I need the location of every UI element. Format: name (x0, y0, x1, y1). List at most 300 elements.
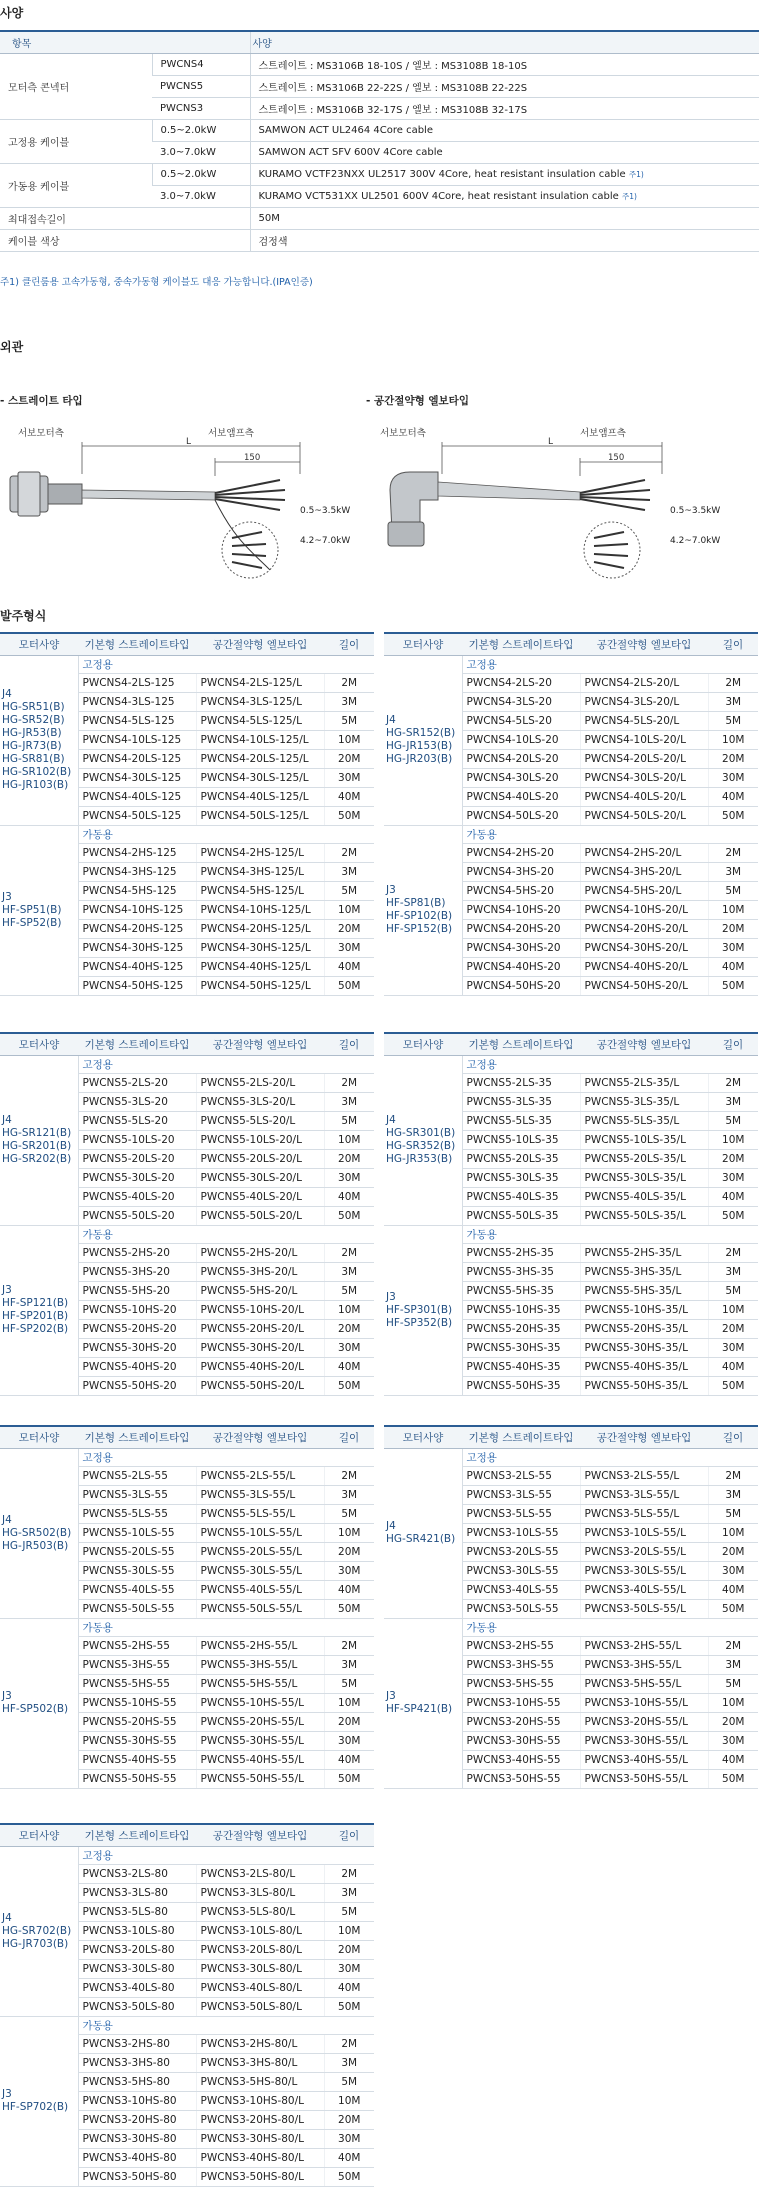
straight-part-number: PWCNS4-10HS-125 (78, 901, 196, 920)
cable-length: 3M (324, 2054, 374, 2073)
motor-model: HF-SP152(B) (386, 923, 453, 936)
order-table (384, 1425, 758, 1789)
elbow-part-number: PWCNS5-10HS-20/L (196, 1301, 324, 1320)
elbow-part-number: PWCNS5-50LS-20/L (196, 1206, 324, 1225)
elbow-part-number: PWCNS5-20LS-35/L (580, 1149, 708, 1168)
cable-length: 40M (324, 957, 374, 976)
header-straight: 기본형 스트레이트타입 (78, 633, 196, 655)
motor-spec (0, 1618, 78, 1788)
cable-length: 20M (324, 2110, 374, 2129)
elbow-part-number: PWCNS4-50HS-20/L (580, 976, 708, 995)
cable-length: 3M (708, 693, 758, 712)
elbow-part-number: PWCNS4-10HS-125/L (196, 901, 324, 920)
group-row (0, 2016, 374, 2035)
motor-model: HG-JR703(B) (2, 1937, 69, 1950)
motor-model: HG-JR153(B) (386, 740, 453, 752)
group-label: 고정용 (462, 1055, 758, 1074)
straight-part-number: PWCNS5-10HS-35 (462, 1301, 580, 1320)
straight-part-number: PWCNS3-5HS-80 (78, 2073, 196, 2092)
elbow-part-number: PWCNS4-40HS-125/L (196, 957, 324, 976)
cable-length: 50M (708, 1599, 758, 1618)
motor-spec (0, 1448, 78, 1618)
spec-note: 주1) 클린룸용 고속가동형, 중속가동형 케이블도 대응 가능합니다.(IPA인증) (0, 277, 313, 288)
elbow-part-number: PWCNS5-50HS-35/L (580, 1376, 708, 1395)
spec-model: 0.5~2.0kW (152, 119, 250, 141)
elbow-part-number: PWCNS3-50LS-55/L (580, 1599, 708, 1618)
straight-part-number: PWCNS5-2LS-20 (78, 1074, 196, 1093)
cable-length: 50M (708, 1769, 758, 1788)
straight-part-number: PWCNS5-40HS-35 (462, 1357, 580, 1376)
header-straight: 기본형 스트레이트타입 (78, 1824, 196, 1846)
elbow-part-number: PWCNS3-5HS-80/L (196, 2073, 324, 2092)
elbow-part-number: PWCNS4-40LS-125/L (196, 787, 324, 806)
group-label: 가동용 (462, 1618, 758, 1637)
cable-length: 30M (324, 1338, 374, 1357)
cable-length: 10M (324, 1131, 374, 1150)
straight-part-number: PWCNS5-20LS-55 (78, 1542, 196, 1561)
cable-length: 5M (324, 882, 374, 901)
cable-length: 50M (708, 806, 758, 825)
motor-spec (0, 1055, 78, 1225)
cable-length: 20M (324, 749, 374, 768)
elbow-part-number: PWCNS5-10LS-35/L (580, 1131, 708, 1150)
cable-length: 2M (324, 1637, 374, 1656)
straight-part-number: PWCNS4-5LS-20 (462, 712, 580, 731)
elbow-part-number: PWCNS3-30HS-55/L (580, 1731, 708, 1750)
straight-part-number: PWCNS5-10LS-55 (78, 1524, 196, 1543)
motor-spec (384, 1055, 462, 1225)
spec-value: 검정색 (250, 229, 759, 251)
spec-value (250, 163, 759, 185)
straight-part-number: PWCNS5-3HS-55 (78, 1656, 196, 1675)
cable-length: 30M (324, 1168, 374, 1187)
straight-part-number: PWCNS4-5LS-125 (78, 712, 196, 731)
group-row (0, 655, 374, 674)
cable-length: 20M (708, 919, 758, 938)
group-label: 가동용 (78, 1225, 374, 1244)
straight-part-number: PWCNS5-3HS-35 (462, 1263, 580, 1282)
straight-part-number: PWCNS5-30HS-55 (78, 1731, 196, 1750)
header-elbow: 공간절약형 엘보타입 (196, 1824, 324, 1846)
cable-length: 10M (708, 1301, 758, 1320)
straight-part-number: PWCNS5-40LS-55 (78, 1580, 196, 1599)
straight-part-number: PWCNS5-5HS-20 (78, 1282, 196, 1301)
motor-model: J3 (2, 1284, 12, 1297)
group-row (0, 1055, 374, 1074)
group-row (384, 1448, 758, 1467)
cable-length: 30M (324, 1959, 374, 1978)
elbow-part-number: PWCNS3-30LS-55/L (580, 1561, 708, 1580)
header-straight: 기본형 스트레이트타입 (462, 633, 580, 655)
cable-length: 30M (708, 1561, 758, 1580)
elbow-part-number: PWCNS3-10HS-55/L (580, 1694, 708, 1713)
motor-model: J4 (386, 1520, 396, 1532)
motor-model: HF-SP102(B) (386, 910, 453, 923)
cable-length: 2M (708, 674, 758, 693)
cable-length: 20M (708, 1712, 758, 1731)
group-label: 고정용 (462, 1448, 758, 1467)
header-length: 길이 (324, 1426, 374, 1448)
cable-length: 10M (708, 1524, 758, 1543)
elbow-part-number: PWCNS5-20LS-55/L (196, 1542, 324, 1561)
elbow-part-number: PWCNS4-30LS-20/L (580, 768, 708, 787)
cable-length: 30M (708, 938, 758, 957)
header-motor: 모터사양 (384, 1033, 462, 1055)
group-label: 가동용 (462, 825, 758, 844)
motor-model: HF-SP201(B) (2, 1310, 69, 1323)
group-label: 가동용 (462, 1225, 758, 1244)
header-length: 길이 (324, 633, 374, 655)
elbow-part-number: PWCNS5-30HS-55/L (196, 1731, 324, 1750)
cable-length: 3M (708, 1486, 758, 1505)
straight-part-number: PWCNS4-10LS-20 (462, 731, 580, 750)
elbow-part-number: PWCNS3-3HS-80/L (196, 2054, 324, 2073)
motor-model: HG-SR201(B) (2, 1140, 72, 1152)
elbow-part-number: PWCNS5-40HS-20/L (196, 1357, 324, 1376)
cable-length: 10M (324, 1922, 374, 1941)
elbow-part-number: PWCNS5-40HS-35/L (580, 1357, 708, 1376)
motor-spec (0, 2016, 78, 2186)
elbow-part-number: PWCNS3-20LS-80/L (196, 1940, 324, 1959)
spec-label: 가동용 케이블 (0, 163, 152, 207)
spec-label: 케이블 색상 (0, 229, 250, 251)
motor-model: HG-SR702(B) (2, 1924, 72, 1937)
order-header-row (384, 633, 758, 655)
cable-length: 2M (324, 1865, 374, 1884)
spec-header-spec: 사양 (250, 31, 759, 53)
elbow-part-number: PWCNS4-5HS-125/L (196, 882, 324, 901)
cable-length: 2M (324, 1244, 374, 1263)
cable-length: 3M (324, 1093, 374, 1112)
cable-length: 40M (708, 787, 758, 806)
elbow-part-number: PWCNS5-50LS-55/L (196, 1599, 324, 1618)
header-motor: 모터사양 (0, 1033, 78, 1055)
spec-model: 0.5~2.0kW (152, 163, 250, 185)
motor-model: HG-SR51(B) (2, 701, 65, 713)
elbow-part-number: PWCNS5-3LS-20/L (196, 1093, 324, 1112)
straight-part-number: PWCNS3-2HS-80 (78, 2035, 196, 2054)
motor-spec (0, 1225, 78, 1395)
elbow-part-number: PWCNS4-5LS-125/L (196, 712, 324, 731)
motor-model: J4 (2, 1513, 12, 1526)
straight-part-number: PWCNS5-30HS-20 (78, 1338, 196, 1357)
elbow-part-number: PWCNS5-50HS-55/L (196, 1769, 324, 1788)
elbow-part-number: PWCNS4-30HS-125/L (196, 938, 324, 957)
cable-length: 2M (324, 2035, 374, 2054)
straight-part-number: PWCNS4-40HS-125 (78, 957, 196, 976)
spec-header-row (0, 31, 759, 53)
straight-part-number: PWCNS5-5HS-55 (78, 1675, 196, 1694)
cable-length: 10M (324, 1524, 374, 1543)
power-range-2: 4.2~7.0kW (670, 536, 721, 546)
elbow-part-number: PWCNS3-30HS-80/L (196, 2129, 324, 2148)
motor-model: HG-SR502(B) (2, 1526, 72, 1539)
elbow-part-number: PWCNS3-3HS-55/L (580, 1656, 708, 1675)
cable-length: 3M (708, 863, 758, 882)
header-motor: 모터사양 (0, 1426, 78, 1448)
spec-model: PWCNS5 (152, 75, 250, 97)
order-header-row (0, 1426, 374, 1448)
header-elbow: 공간절약형 엘보타입 (196, 1033, 324, 1055)
straight-part-number: PWCNS5-50LS-20 (78, 1206, 196, 1225)
cable-length: 2M (324, 674, 374, 693)
straight-part-number: PWCNS3-50LS-80 (78, 1997, 196, 2016)
cable-length: 20M (708, 749, 758, 768)
straight-part-number: PWCNS3-2LS-55 (462, 1467, 580, 1486)
straight-part-number: PWCNS5-5LS-20 (78, 1112, 196, 1131)
header-elbow: 공간절약형 엘보타입 (580, 1033, 708, 1055)
header-length: 길이 (708, 633, 758, 655)
cable-wires (580, 480, 650, 510)
cable-length: 3M (708, 1093, 758, 1112)
header-elbow: 공간절약형 엘보타입 (580, 1426, 708, 1448)
cable-length: 2M (324, 1467, 374, 1486)
motor-model: J3 (386, 1290, 396, 1303)
straight-part-number: PWCNS4-3LS-20 (462, 693, 580, 712)
straight-part-number: PWCNS3-40LS-80 (78, 1978, 196, 1997)
straight-part-number: PWCNS5-5HS-35 (462, 1282, 580, 1301)
cable-length: 40M (324, 1978, 374, 1997)
cable-length: 30M (708, 1731, 758, 1750)
cable-length: 20M (708, 1542, 758, 1561)
header-length: 길이 (708, 1426, 758, 1448)
elbow-part-number: PWCNS4-20HS-125/L (196, 919, 324, 938)
straight-part-number: PWCNS5-20LS-35 (462, 1149, 580, 1168)
elbow-part-number: PWCNS4-20LS-20/L (580, 749, 708, 768)
elbow-part-number: PWCNS4-10LS-125/L (196, 731, 324, 750)
motor-model: HF-SP81(B) (386, 897, 446, 910)
motor-spec (0, 655, 78, 825)
straight-part-number: PWCNS3-10LS-80 (78, 1922, 196, 1941)
cable-length: 30M (324, 2129, 374, 2148)
elbow-part-number: PWCNS5-2HS-20/L (196, 1244, 324, 1263)
cable-length: 3M (324, 693, 374, 712)
motor-model: HG-SR81(B) (2, 753, 65, 765)
spec-label: 최대접속길이 (0, 207, 250, 229)
elbow-cable-drawing (380, 420, 759, 590)
length-label: L (186, 437, 192, 447)
cable-length: 10M (708, 1694, 758, 1713)
spec-section-title: 사양 (0, 6, 24, 20)
motor-model: HF-SP502(B) (2, 1703, 69, 1716)
cable-length: 20M (324, 919, 374, 938)
motor-model: HF-SP702(B) (2, 2101, 69, 2114)
cable-length: 5M (324, 1505, 374, 1524)
motor-model: HG-SR202(B) (2, 1153, 72, 1165)
straight-part-number: PWCNS3-50LS-55 (462, 1599, 580, 1618)
elbow-part-number: PWCNS5-30LS-20/L (196, 1168, 324, 1187)
straight-part-number: PWCNS4-20HS-125 (78, 919, 196, 938)
motor-side-label: 서보모터측 (18, 428, 64, 439)
group-row (384, 655, 758, 674)
motor-model: HG-JR53(B) (2, 727, 62, 739)
order-header-row (0, 633, 374, 655)
header-straight: 기본형 스트레이트타입 (462, 1426, 580, 1448)
elbow-part-number: PWCNS5-2LS-55/L (196, 1467, 324, 1486)
straight-part-number: PWCNS5-30HS-35 (462, 1338, 580, 1357)
elbow-part-number: PWCNS5-40HS-55/L (196, 1750, 324, 1769)
elbow-part-number: PWCNS5-5LS-20/L (196, 1112, 324, 1131)
motor-spec (384, 1448, 462, 1618)
elbow-part-number: PWCNS4-40HS-20/L (580, 957, 708, 976)
motor-model: J3 (2, 1690, 12, 1703)
straight-part-number: PWCNS3-40HS-80 (78, 2148, 196, 2167)
cable-length: 10M (324, 2092, 374, 2111)
straight-part-number: PWCNS3-40HS-55 (462, 1750, 580, 1769)
straight-part-number: PWCNS3-30LS-55 (462, 1561, 580, 1580)
cable-length: 2M (708, 1637, 758, 1656)
straight-part-number: PWCNS4-2HS-125 (78, 844, 196, 863)
cable-length: 20M (324, 1712, 374, 1731)
cable-length: 3M (324, 1486, 374, 1505)
motor-model: HG-SR102(B) (2, 766, 72, 778)
order-header-row (0, 1824, 374, 1846)
group-label: 고정용 (462, 655, 758, 674)
elbow-part-number: PWCNS5-3LS-35/L (580, 1093, 708, 1112)
cable-length: 40M (324, 1187, 374, 1206)
motor-model: HG-SR301(B) (386, 1127, 456, 1139)
straight-part-number: PWCNS4-2HS-20 (462, 844, 580, 863)
group-row (384, 1055, 758, 1074)
elbow-part-number: PWCNS3-30LS-80/L (196, 1959, 324, 1978)
straight-part-number: PWCNS4-40LS-125 (78, 787, 196, 806)
cable-length: 30M (708, 1338, 758, 1357)
spec-value-text: KURAMO VCT531XX UL2501 600V 4Core, heat resistant insulation cable (258, 190, 619, 202)
cable-length: 2M (708, 1074, 758, 1093)
elbow-part-number: PWCNS3-2LS-80/L (196, 1865, 324, 1884)
cable-length: 5M (324, 1282, 374, 1301)
elbow-part-number: PWCNS5-5LS-55/L (196, 1505, 324, 1524)
elbow-part-number: PWCNS5-5HS-20/L (196, 1282, 324, 1301)
cable-length: 10M (324, 901, 374, 920)
cable-length: 40M (324, 1580, 374, 1599)
elbow-part-number: PWCNS5-20HS-20/L (196, 1319, 324, 1338)
cable-length: 3M (708, 1656, 758, 1675)
group-label: 고정용 (78, 1448, 374, 1467)
straight-part-number: PWCNS4-30LS-125 (78, 768, 196, 787)
straight-part-number: PWCNS5-20HS-35 (462, 1319, 580, 1338)
elbow-part-number: PWCNS5-3HS-35/L (580, 1263, 708, 1282)
header-straight: 기본형 스트레이트타입 (78, 1426, 196, 1448)
motor-model: J4 (2, 1114, 12, 1126)
straight-part-number: PWCNS4-2LS-20 (462, 674, 580, 693)
straight-part-number: PWCNS4-50LS-20 (462, 806, 580, 825)
cable-length: 30M (324, 768, 374, 787)
elbow-part-number: PWCNS5-40LS-20/L (196, 1187, 324, 1206)
group-label: 고정용 (78, 655, 374, 674)
header-motor: 모터사양 (0, 1824, 78, 1846)
straight-part-number: PWCNS5-50LS-55 (78, 1599, 196, 1618)
straight-part-number: PWCNS3-10HS-55 (462, 1694, 580, 1713)
elbow-part-number: PWCNS5-3HS-55/L (196, 1656, 324, 1675)
elbow-part-number: PWCNS5-10HS-35/L (580, 1301, 708, 1320)
cable-length: 30M (708, 1168, 758, 1187)
straight-part-number: PWCNS3-10HS-80 (78, 2092, 196, 2111)
straight-part-number: PWCNS5-40HS-55 (78, 1750, 196, 1769)
straight-part-number: PWCNS4-30HS-125 (78, 938, 196, 957)
straight-part-number: PWCNS5-3HS-20 (78, 1263, 196, 1282)
spec-model: 3.0~7.0kW (152, 141, 250, 163)
straight-part-number: PWCNS5-50LS-35 (462, 1206, 580, 1225)
straight-part-number: PWCNS5-10HS-20 (78, 1301, 196, 1320)
straight-type-label: - 스트레이트 타입 (0, 395, 83, 407)
elbow-part-number: PWCNS5-50LS-35/L (580, 1206, 708, 1225)
spec-value: SAMWON ACT UL2464 4Core cable (250, 119, 759, 141)
cable-length: 30M (324, 938, 374, 957)
elbow-part-number: PWCNS3-3LS-80/L (196, 1884, 324, 1903)
straight-part-number: PWCNS5-40HS-20 (78, 1357, 196, 1376)
cable-length: 40M (708, 1187, 758, 1206)
straight-part-number: PWCNS3-30LS-80 (78, 1959, 196, 1978)
elbow-part-number: PWCNS5-2LS-35/L (580, 1074, 708, 1093)
power-range-1: 0.5~3.5kW (300, 506, 351, 516)
straight-part-number: PWCNS5-2HS-55 (78, 1637, 196, 1656)
motor-model: J4 (2, 1911, 12, 1924)
straight-part-number: PWCNS5-3LS-35 (462, 1093, 580, 1112)
spec-row (0, 53, 759, 75)
spec-value: SAMWON ACT SFV 600V 4Core cable (250, 141, 759, 163)
elbow-connector-base (388, 522, 424, 546)
elbow-part-number: PWCNS4-2LS-20/L (580, 674, 708, 693)
elbow-part-number: PWCNS5-3HS-20/L (196, 1263, 324, 1282)
spec-value (250, 185, 759, 207)
straight-part-number: PWCNS4-5HS-20 (462, 882, 580, 901)
spec-header-item: 항목 (0, 31, 250, 53)
cable-length: 20M (324, 1940, 374, 1959)
elbow-part-number: PWCNS5-5LS-35/L (580, 1112, 708, 1131)
elbow-part-number: PWCNS5-30HS-20/L (196, 1338, 324, 1357)
straight-part-number: PWCNS5-50HS-55 (78, 1769, 196, 1788)
spec-model: 3.0~7.0kW (152, 185, 250, 207)
straight-part-number: PWCNS5-10LS-35 (462, 1131, 580, 1150)
spec-table (0, 30, 759, 252)
header-length: 길이 (324, 1824, 374, 1846)
cable-length: 50M (324, 976, 374, 995)
straight-part-number: PWCNS4-50HS-20 (462, 976, 580, 995)
straight-part-number: PWCNS5-3LS-55 (78, 1486, 196, 1505)
cable-length: 10M (708, 901, 758, 920)
cable-length: 20M (324, 1149, 374, 1168)
group-row (384, 825, 758, 844)
straight-part-number: PWCNS5-3LS-20 (78, 1093, 196, 1112)
elbow-part-number: PWCNS4-5LS-20/L (580, 712, 708, 731)
elbow-part-number: PWCNS5-30HS-35/L (580, 1338, 708, 1357)
note-reference: 주1) (622, 191, 637, 201)
straight-part-number: PWCNS5-40LS-35 (462, 1187, 580, 1206)
connector-clamp (48, 484, 82, 504)
cable-length: 5M (708, 1112, 758, 1131)
cable-length: 40M (708, 1750, 758, 1769)
straight-part-number: PWCNS5-30LS-20 (78, 1168, 196, 1187)
order-header-row (384, 1033, 758, 1055)
straight-part-number: PWCNS4-30HS-20 (462, 938, 580, 957)
straight-part-number: PWCNS5-10LS-20 (78, 1131, 196, 1150)
elbow-part-number: PWCNS4-2HS-20/L (580, 844, 708, 863)
elbow-part-number: PWCNS3-40LS-55/L (580, 1580, 708, 1599)
dimension-label: 150 (244, 453, 261, 463)
motor-model: HF-SP202(B) (2, 1323, 69, 1336)
order-table (0, 1425, 374, 1789)
cable-length: 3M (324, 1884, 374, 1903)
spec-row (0, 119, 759, 141)
straight-part-number: PWCNS4-10HS-20 (462, 901, 580, 920)
group-label: 고정용 (78, 1846, 374, 1865)
cable-length: 50M (324, 1599, 374, 1618)
cable-length: 2M (708, 844, 758, 863)
motor-model: HF-SP421(B) (386, 1703, 453, 1716)
elbow-part-number: PWCNS3-2HS-55/L (580, 1637, 708, 1656)
straight-part-number: PWCNS4-40HS-20 (462, 957, 580, 976)
